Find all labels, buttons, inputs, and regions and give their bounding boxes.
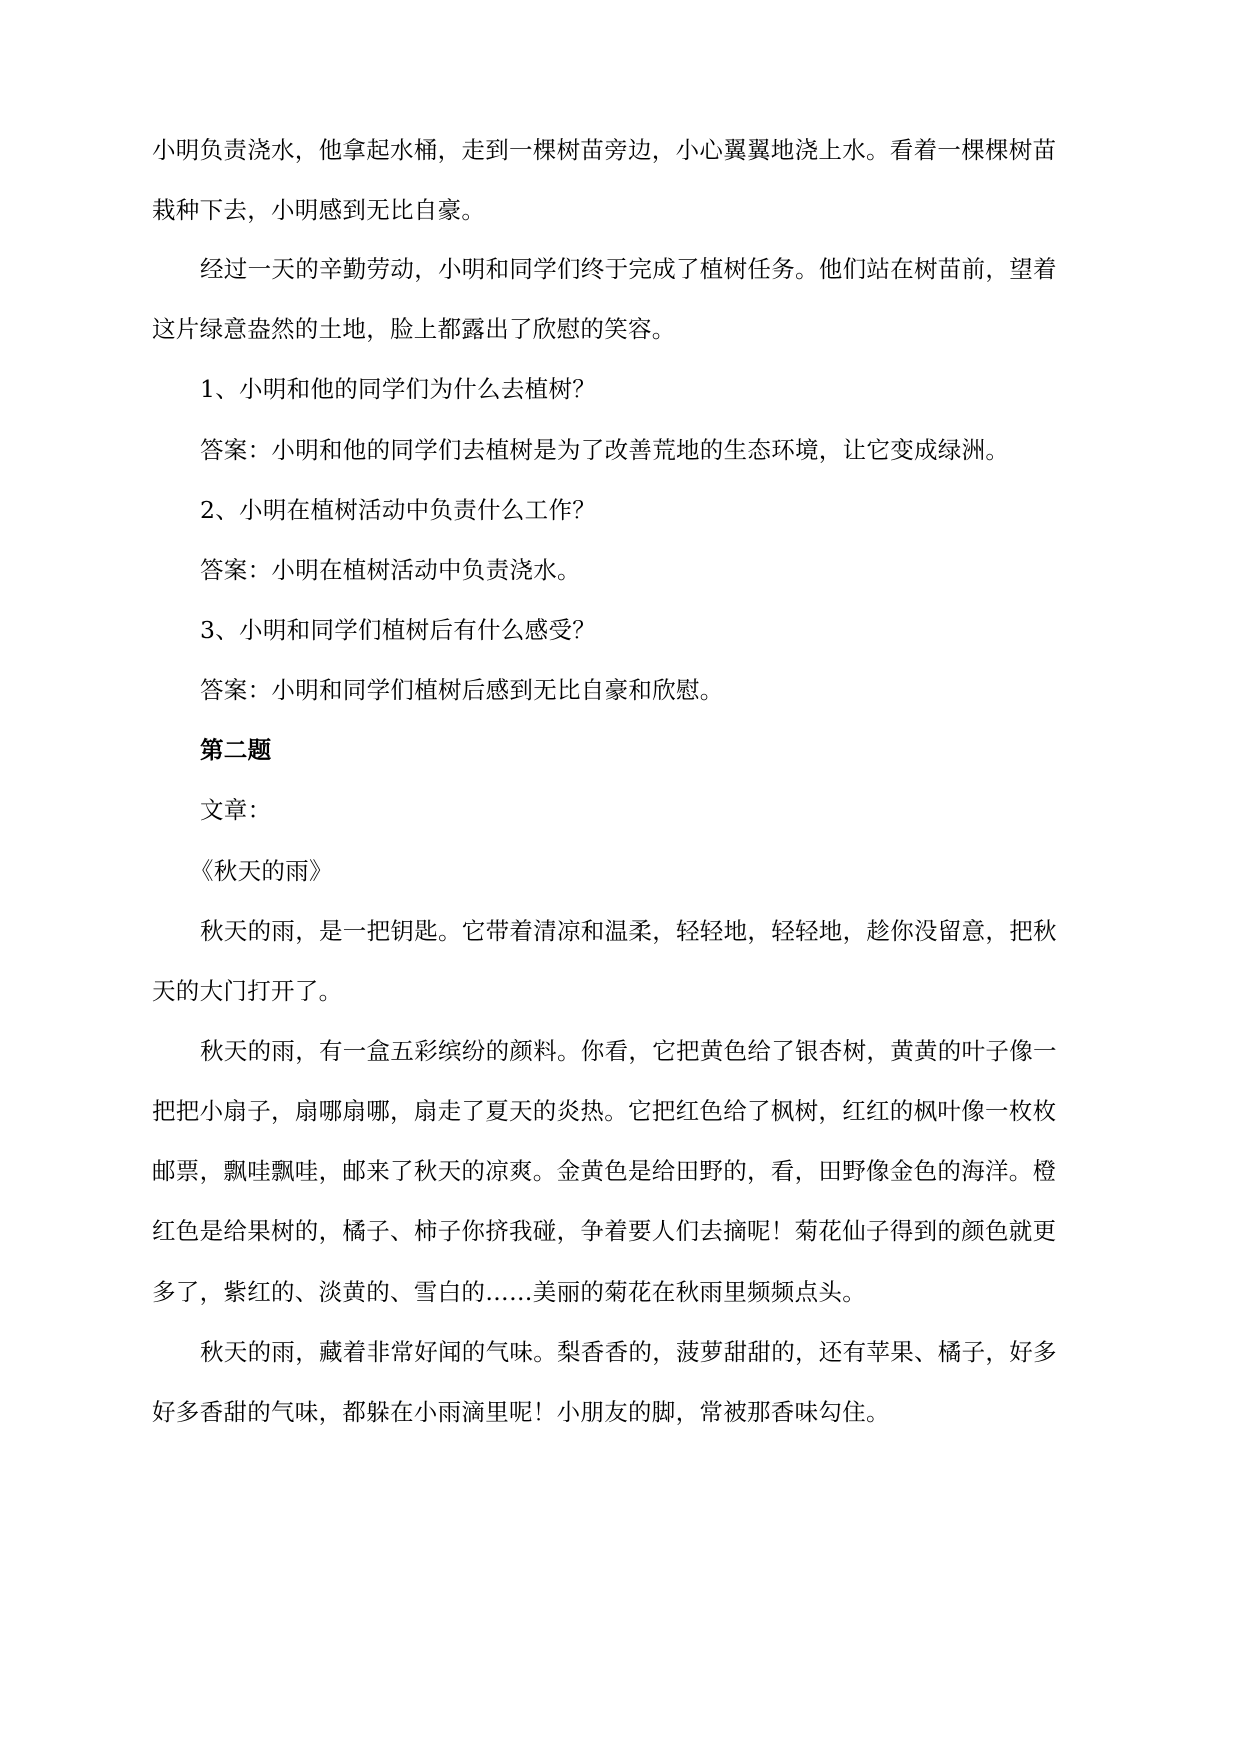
article-line: 好多香甜的气味，都躲在小雨滴里呢！小朋友的脚，常被那香味勾住。 [152,1398,890,1426]
question-2: 2、小明在植树活动中负责什么工作？ [200,496,597,524]
paragraph-line: 小明负责浇水，他拿起水桶，走到一棵树苗旁边，小心翼翼地浇上水。看着一棵棵树苗 [152,136,1057,164]
paragraph-line: 这片绿意盎然的土地，脸上都露出了欣慰的笑容。 [152,315,676,343]
answer-1: 答案：小明和他的同学们去植树是为了改善荒地的生态环境，让它变成绿洲。 [200,436,1010,464]
question-1: 1、小明和他的同学们为什么去植树？ [200,375,597,403]
section-heading: 第二题 [200,736,272,764]
paragraph-line: 栽种下去，小明感到无比自豪。 [152,196,486,224]
article-line: 把把小扇子，扇哪扇哪，扇走了夏天的炎热。它把红色给了枫树，红红的枫叶像一枚枚 [152,1097,1057,1125]
article-line: 红色是给果树的，橘子、柿子你挤我碰，争着要人们去摘呢！菊花仙子得到的颜色就更 [152,1217,1057,1245]
article-line: 秋天的雨，是一把钥匙。它带着清凉和温柔，轻轻地，轻轻地，趁你没留意，把秋 [200,917,1057,945]
article-line: 秋天的雨，有一盒五彩缤纷的颜料。你看，它把黄色给了银杏树，黄黄的叶子像一 [200,1037,1057,1065]
paragraph-line: 经过一天的辛勤劳动，小明和同学们终于完成了植树任务。他们站在树苗前，望着 [200,255,1057,283]
article-line: 天的大门打开了。 [152,977,343,1005]
article-line: 邮票，飘哇飘哇，邮来了秋天的凉爽。金黄色是给田野的，看，田野像金色的海洋。橙 [152,1157,1057,1185]
article-line: 秋天的雨，藏着非常好闻的气味。梨香香的，菠萝甜甜的，还有苹果、橘子，好多 [200,1338,1057,1366]
article-title: 《秋天的雨》 [190,857,333,885]
article-line: 多了，紫红的、淡黄的、雪白的……美丽的菊花在秋雨里频频点头。 [152,1278,866,1306]
question-3: 3、小明和同学们植树后有什么感受？ [200,616,597,644]
answer-3: 答案：小明和同学们植树后感到无比自豪和欣慰。 [200,676,724,704]
answer-2: 答案：小明在植树活动中负责浇水。 [200,556,581,584]
article-label: 文章： [200,796,272,824]
